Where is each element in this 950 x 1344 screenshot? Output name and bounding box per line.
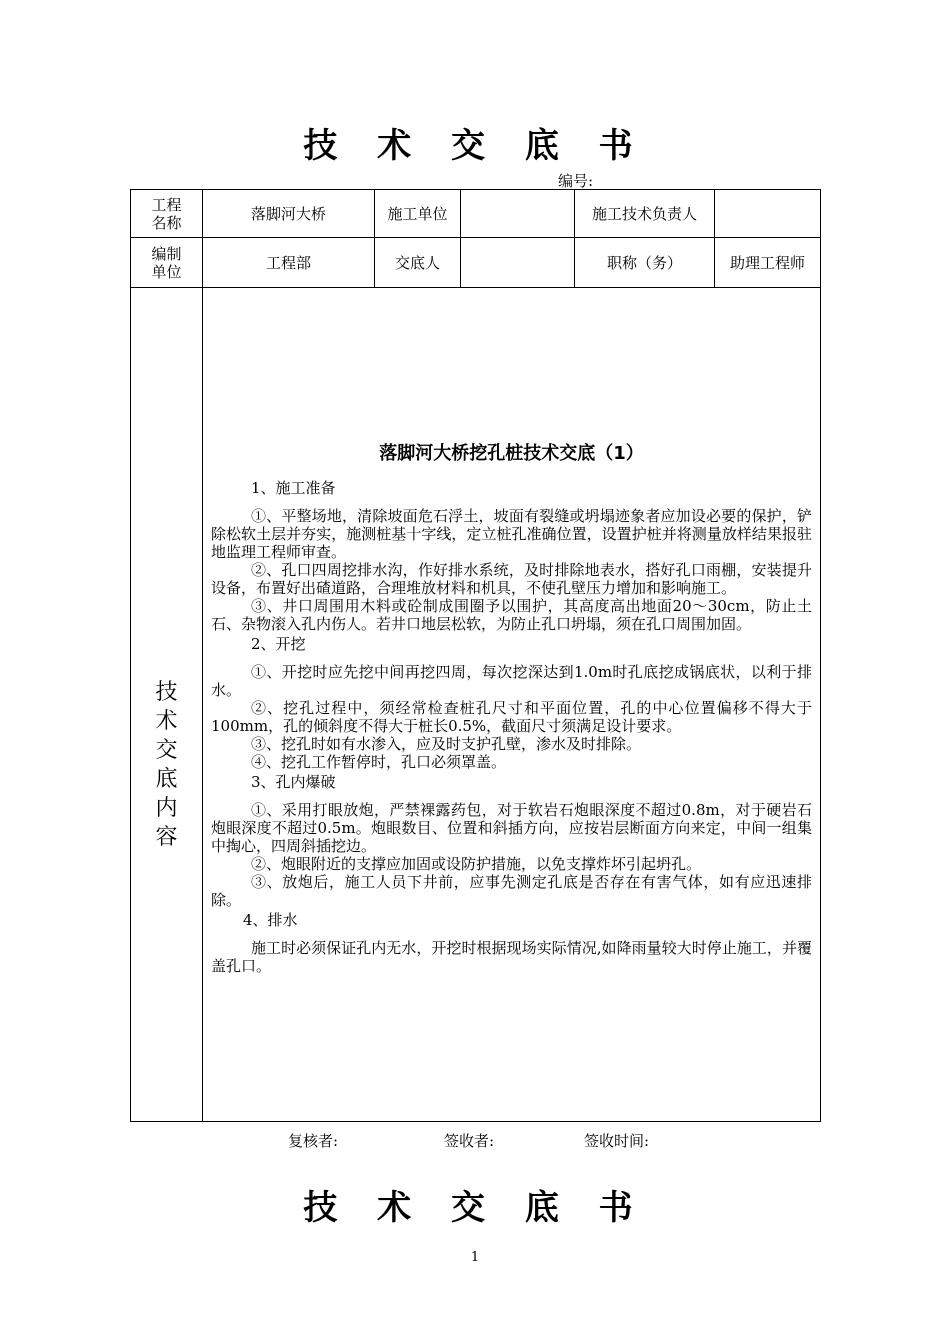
tech-lead-label: 施工技术负责人 [575, 190, 715, 238]
paragraph: ②、孔口四周挖排水沟，作好排水系统，及时排除地表水，搭好孔口雨棚，安装提升设备，布置好出碴道路，合理堆放材料和机具，不使孔壁压力增加和影响施工。 [211, 560, 812, 597]
paragraph: ③、井口周围用木料或砼制成围圈予以围护，其高度高出地面20～30cm，防止土石、杂物滚入孔内伤人。若井口地层松软，为防止孔口坍塌，须在孔口周围加固。 [211, 596, 812, 633]
compile-unit-value: 工程部 [203, 238, 375, 288]
briefer-label: 交底人 [375, 238, 461, 288]
content-label-cell [131, 288, 203, 1122]
content-title: 落脚河大桥挖孔桩技术交底（1） [379, 442, 644, 464]
section-heading: 2、开挖 [251, 634, 306, 653]
content-cell [203, 288, 821, 1122]
table-row [131, 190, 821, 238]
project-name-value: 落脚河大桥 [203, 190, 375, 238]
serial-number-label: 编号: [558, 172, 594, 190]
compile-unit-label: 编制单位 [131, 238, 203, 288]
paragraph: ①、平整场地，清除坡面危石浮土，坡面有裂缝或坍塌迹象者应加设必要的保护，铲除松软土层并夯实，施测桩基十字线，定立桩孔准确位置，设置护桩并将测量放样结果报驻地监理工程师审查。 [211, 506, 812, 561]
section-heading: 3、孔内爆破 [251, 772, 336, 791]
construction-unit-value [461, 190, 575, 238]
paragraph: ②、炮眼附近的支撑应加固或设防护措施，以免支撑炸坏引起坍孔。 [251, 854, 702, 873]
job-title-value: 助理工程师 [715, 238, 821, 288]
paragraph: ③、放炮后，施工人员下井前，应事先测定孔底是否存在有害气体，如有应迅速排除。 [211, 872, 812, 909]
briefing-content [203, 435, 820, 975]
section-heading: 1、施工准备 [251, 478, 336, 497]
section-heading: 4、排水 [243, 910, 298, 929]
page-number: 1 [470, 1250, 480, 1265]
table-row [131, 238, 821, 288]
tech-lead-value [715, 190, 821, 238]
reviewer-label: 复核者: [288, 1132, 339, 1150]
receiver-label: 签收者: [444, 1132, 495, 1150]
briefer-value [461, 238, 575, 288]
paragraph: ①、开挖时应先挖中间再挖四周，每次挖深达到1.0m时孔底挖成锅底状，以利于排水。 [211, 662, 812, 699]
paragraph: ②、挖孔过程中，须经常检查桩孔尺寸和平面位置，孔的中心位置偏移不得大于100mm，孔的倾斜度不得大于桩长0.5%，截面尺寸须满足设计要求。 [211, 698, 812, 735]
job-title-label: 职称（务） [575, 238, 715, 288]
table-row [131, 288, 821, 1122]
document-title: 技 术 交 底 书 [303, 126, 647, 166]
next-page-title: 技 术 交 底 书 [303, 1188, 647, 1228]
project-name-label: 工程名称 [131, 190, 203, 238]
paragraph: 施工时必须保证孔内无水，开挖时根据现场实际情况,如降雨量较大时停止施工，并覆盖孔口。 [211, 938, 812, 975]
paragraph: ④、挖孔工作暂停时，孔口必须罩盖。 [251, 752, 507, 771]
paragraph: ③、挖孔时如有水渗入，应及时支护孔壁，渗水及时排除。 [251, 734, 642, 753]
briefing-table [130, 189, 821, 1122]
content-label: 技术交底内容 [155, 679, 178, 850]
construction-unit-label: 施工单位 [375, 190, 461, 238]
paragraph: ①、采用打眼放炮，严禁裸露药包，对于软岩石炮眼深度不超过0.8m，对于硬岩石炮眼深度不超过0.5m。炮眼数目、位置和斜插方向，应按岩层断面方向来定，中间一组集中掏心，四周斜插挖边。 [211, 800, 812, 855]
receive-time-label: 签收时间: [584, 1132, 650, 1150]
